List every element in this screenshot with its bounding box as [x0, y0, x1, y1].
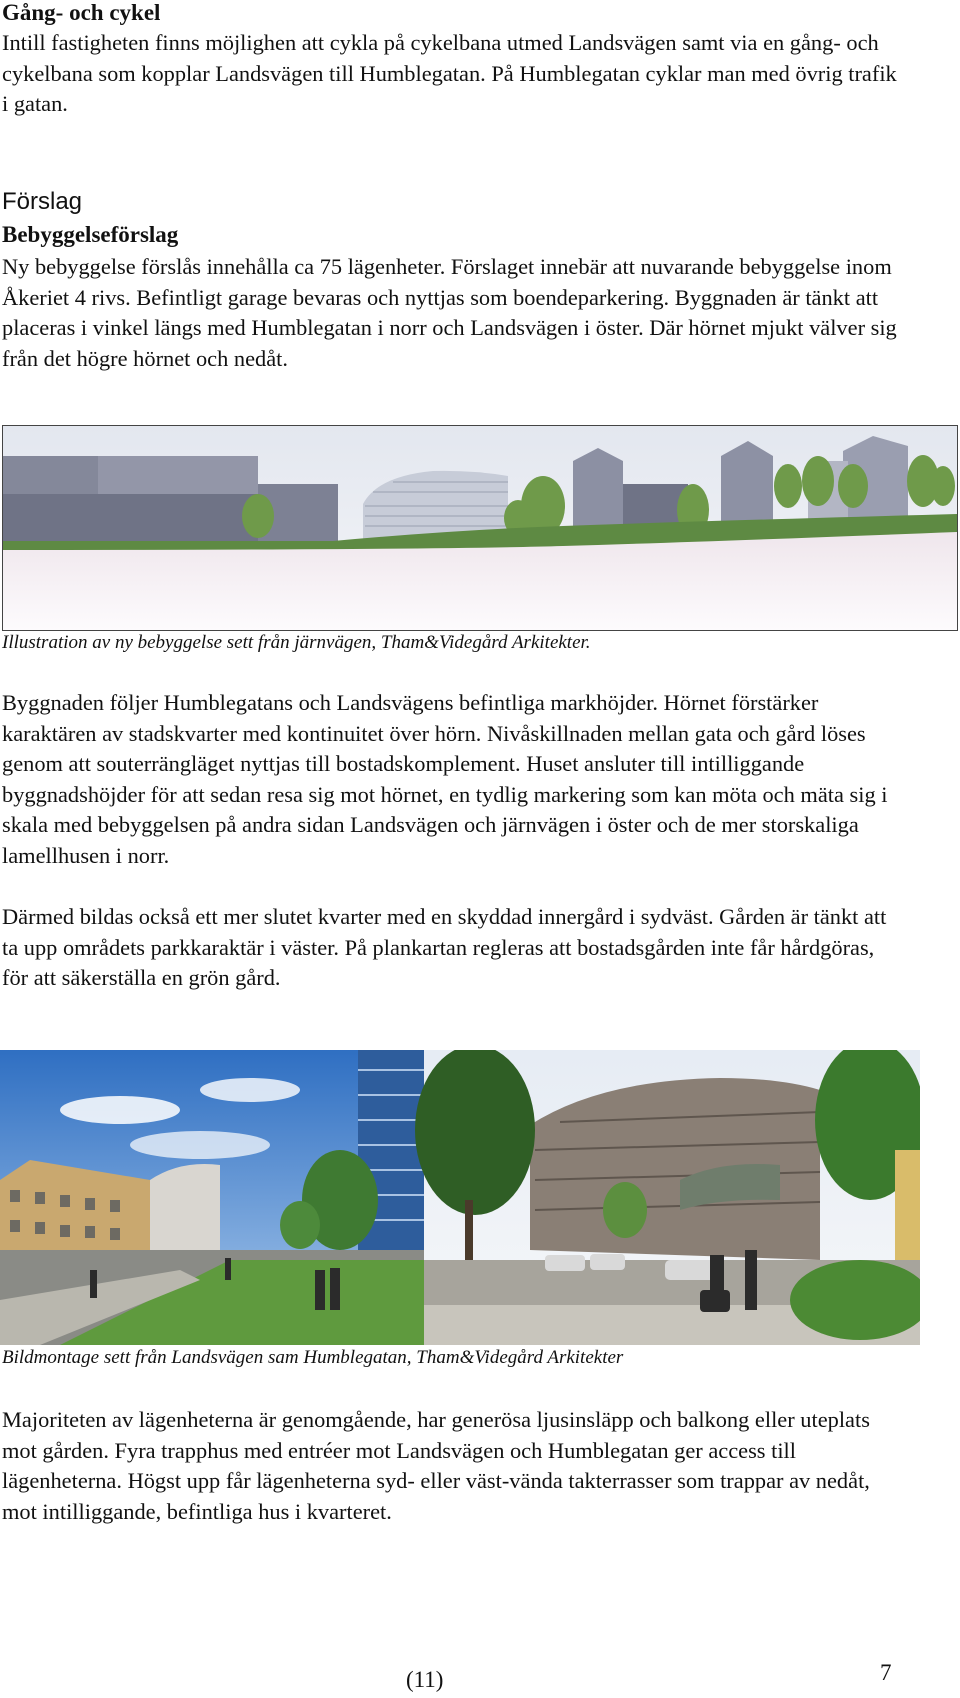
paragraph-innergard: Därmed bildas också ett mer slutet kvarter med en skyddad innergård i sydväst. Gården är tänkt att ta upp områdets parkkaraktär i väster. På plankartan regleras att bostadsgården inte får hårdgöras, för att säkerställa en grön gård. [2, 904, 887, 990]
page-label: (11) [406, 1667, 444, 1692]
page-number: 7 [880, 1660, 892, 1685]
paragraph-bebyggelseforslag: Ny bebyggelse förslås innehålla ca 75 lägenheter. Förslaget innebär att nuvarande bebyggelse inom Åkeriet 4 rivs. Befintligt garage bevaras och nyttjas som boendeparkering. Byggnaden är tänkt att placeras i vinkel längs med Humblegatan i norr och Landsvägen i öster. Där hörnet mjukt välver sig från det högre hörnet och nedåt. [2, 254, 897, 371]
paragraph-markhojder: Byggnaden följer Humblegatans och Landsvägens befintliga markhöjder. Hörnet förstärker karaktären av stadskvarter med kontinuitet över hörn. Nivåskillnaden mellan gata och gård löses genom att souterrängläget nyttjas till bostadskomplement. Huset ansluter till intilliggande byggnadshöjder för att sedan resa sig mot hörnet, en tydlig markering som kan möta och mäta sig i skala med bebyggelsen på andra sidan Landsvägen och järnvägen i öster och de mer storskaliga lamellhusen i norr. [2, 690, 888, 868]
paragraph-lagenheter: Majoriteten av lägenheterna är genomgående, har generösa ljusinsläpp och balkong eller uteplats mot gården. Fyra trapphus med entréer mot Landsvägen och Humblegatan ger access till lägenheterna. Högst upp får lägenheterna syd- eller väst-vända takterrasser som trappar av nedåt, mot intilliggande, befintliga hus i kvarteret. [2, 1407, 870, 1524]
section-heading-forslag: Förslag [2, 188, 83, 215]
paragraph-gang-och-cykel: Intill fastigheten finns möjlighen att cykla på cykelbana utmed Landsvägen samt via en gång- och cykelbana som kopplar Landsvägen till Humblegatan. På Humblegatan cyklar man med övrig trafik i gatan. [2, 30, 897, 116]
illustration-railway-graphic [3, 426, 957, 630]
subheading-bebyggelseforslag: Bebyggelseförslag [2, 222, 179, 247]
photomontage-landsvagen-humblegatan [0, 1050, 920, 1345]
figure-caption-illustration: Illustration av ny bebyggelse sett från järnvägen, Tham&Videgård Arkitekter. [2, 632, 591, 653]
figure-caption-photomontage: Bildmontage sett från Landsvägen sam Humblegatan, Tham&Videgård Arkitekter [2, 1347, 624, 1368]
illustration-railway-view [2, 425, 958, 631]
section-heading-gang-och-cykel: Gång- och cykel [2, 0, 161, 25]
photomontage-graphic [0, 1050, 920, 1345]
